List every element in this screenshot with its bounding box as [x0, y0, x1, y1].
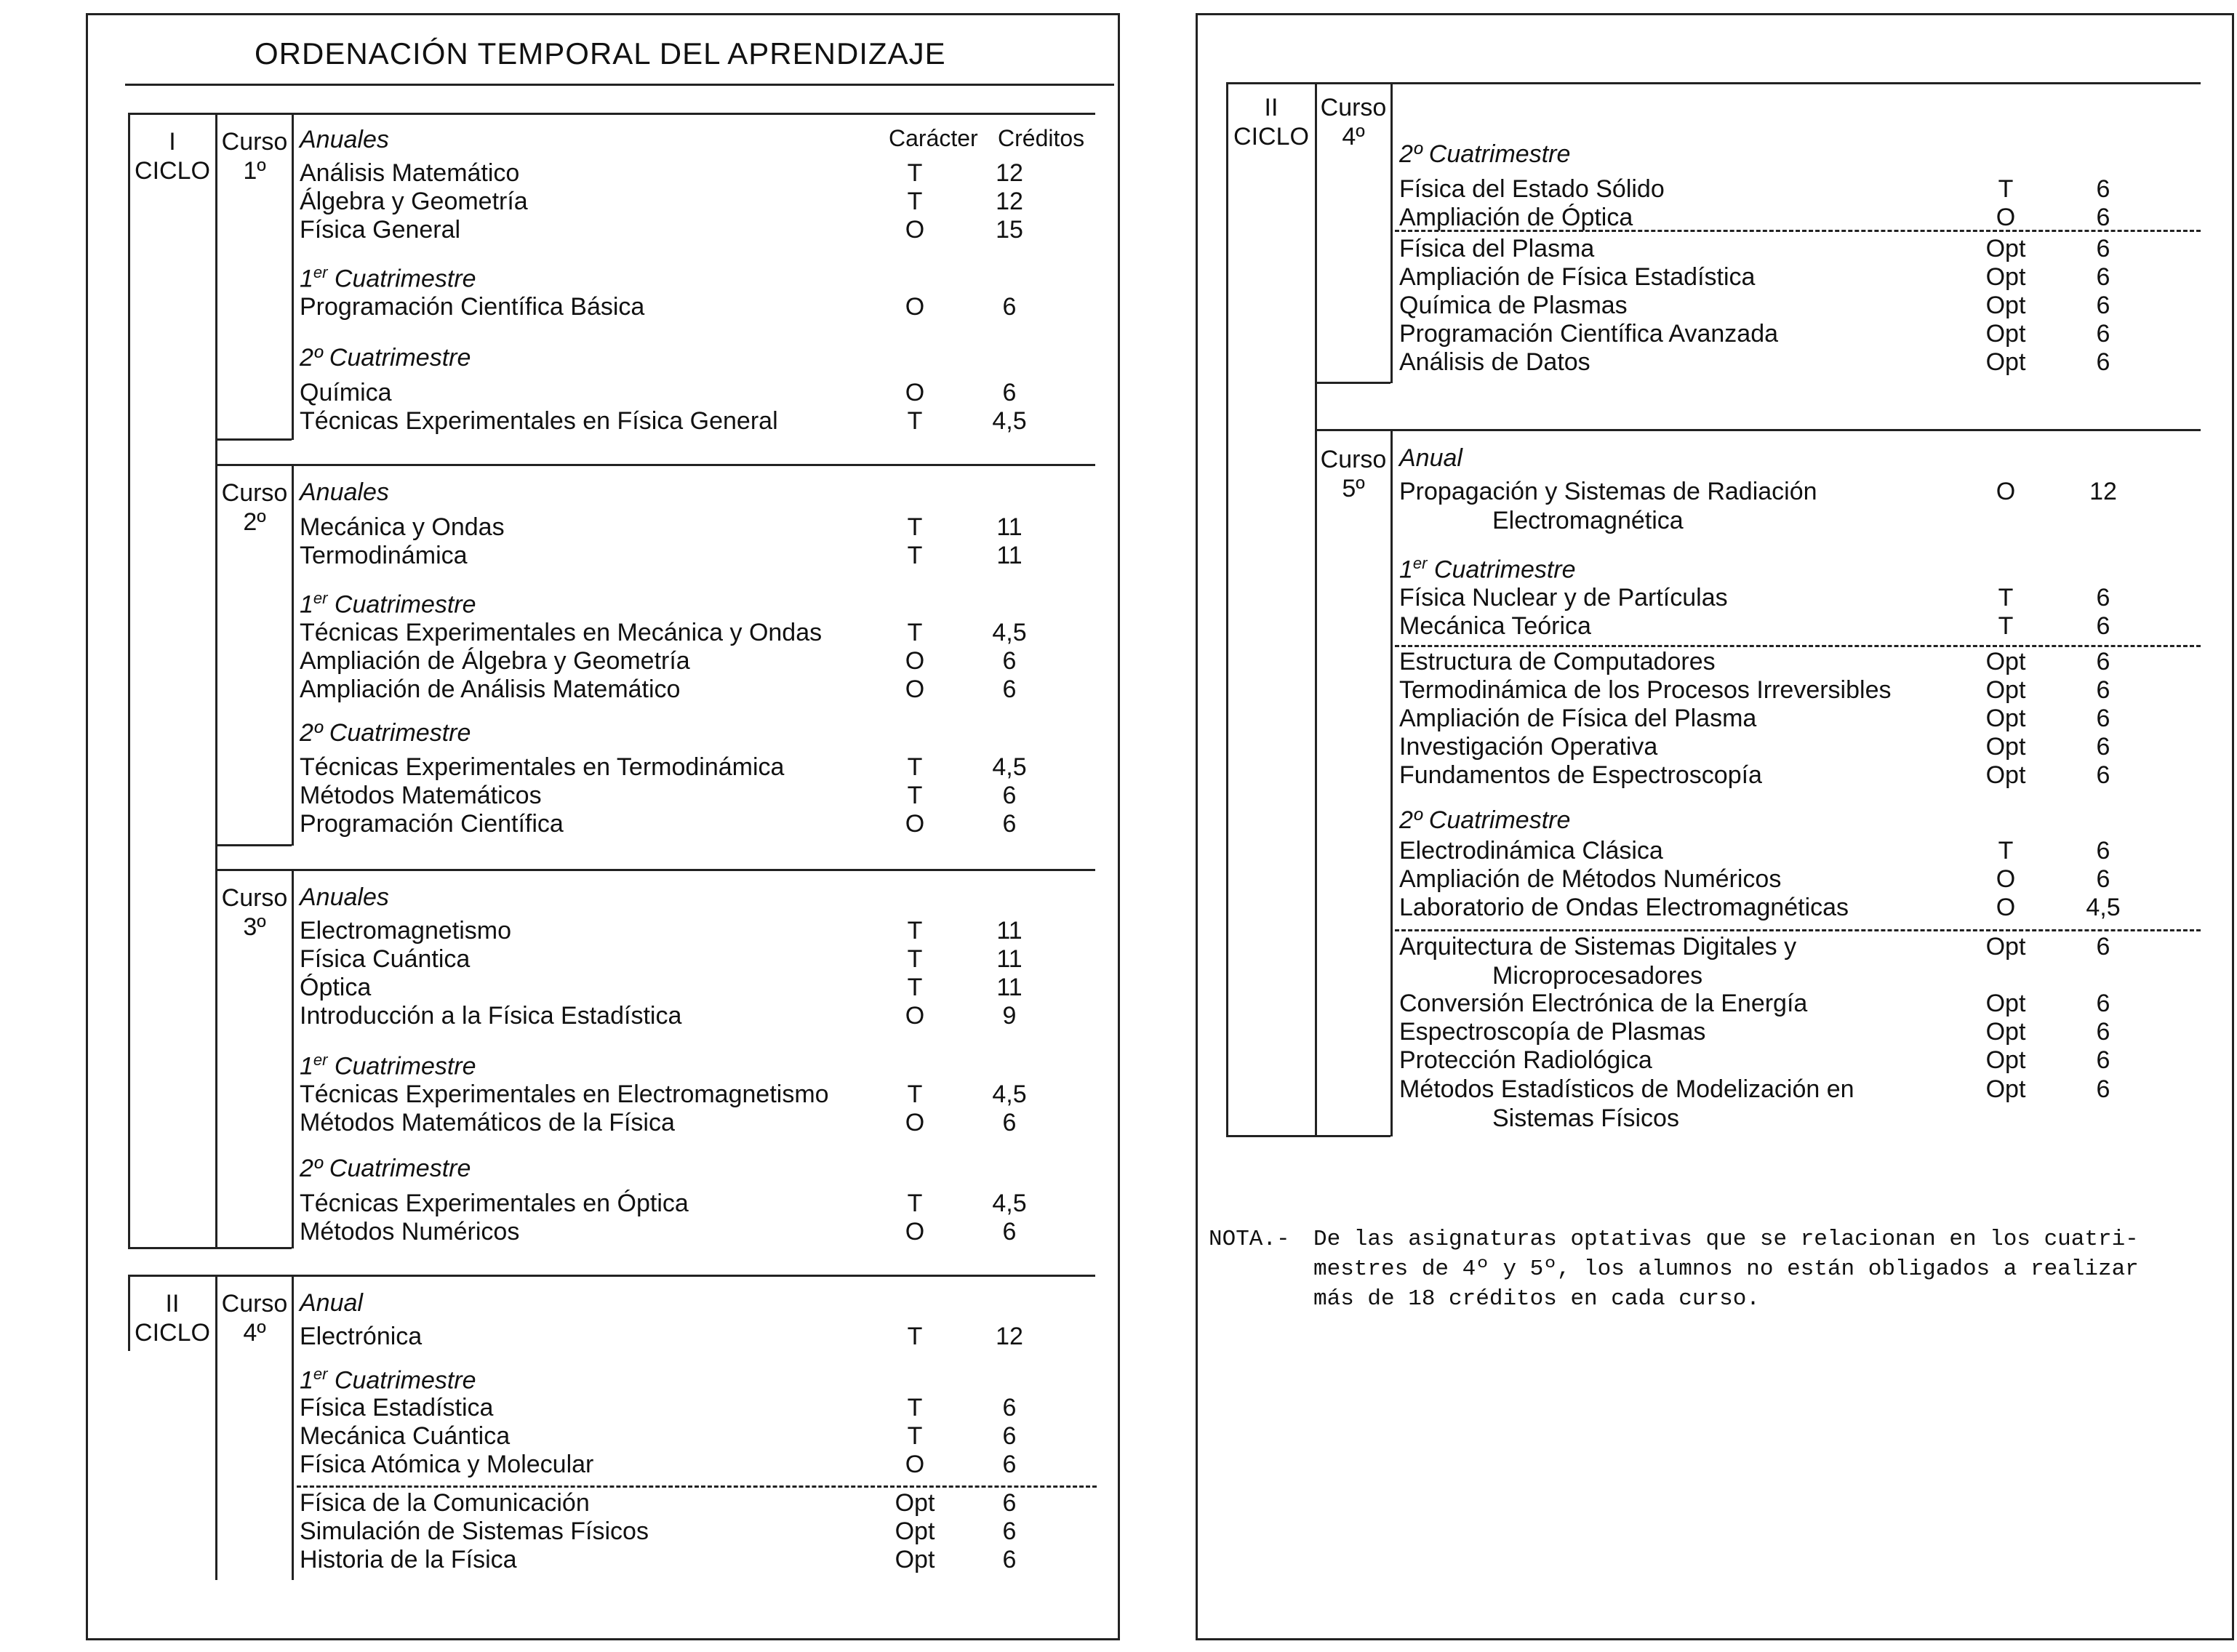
subject-name: Física Estadística: [300, 1394, 494, 1422]
creditos-value: 6: [1002, 1517, 1017, 1545]
ciclo-column-left: [128, 113, 130, 1247]
caracter-value: O: [905, 647, 925, 675]
caracter-value: Opt: [895, 1546, 935, 1573]
curso3-top-rule: [215, 869, 1095, 871]
creditos-value: 6: [2096, 612, 2110, 640]
curso4-label: Curso 4º: [221, 1290, 288, 1347]
subject-name-cont: Electromagnética: [1492, 507, 1684, 534]
subject-name: Física Atómica y Molecular: [300, 1451, 594, 1478]
creditos-value: 6: [1002, 379, 1017, 406]
r-bottom-rule: [1226, 1135, 1390, 1137]
caracter-value: Opt: [895, 1489, 935, 1517]
creditos-value: 4,5: [992, 407, 1027, 435]
caracter-value: O: [1996, 865, 2016, 893]
subject-name: Ampliación de Métodos Numéricos: [1399, 865, 1782, 893]
creditos-value: 4,5: [992, 619, 1027, 646]
creditos-value: 12: [996, 159, 1023, 187]
subject-name: Espectroscopía de Plasmas: [1399, 1018, 1706, 1046]
caracter-value: O: [905, 1451, 925, 1478]
caracter-value: T: [907, 1323, 923, 1350]
caracter-header: Carácter: [889, 125, 978, 151]
subject-name: Propagación y Sistemas de Radiación: [1399, 478, 1817, 505]
ciclo2-top-rule: [128, 1275, 1095, 1277]
creditos-value: 6: [1002, 782, 1017, 809]
caracter-value: Opt: [1985, 705, 2026, 732]
subject-name: Técnicas Experimentales en Termodinámica: [300, 753, 785, 781]
creditos-value: 6: [1002, 293, 1017, 321]
r-optativas-separator-3: [1395, 929, 2201, 931]
r-curso5-top-rule: [1315, 429, 2201, 431]
creditos-value: 6: [1002, 1218, 1017, 1246]
creditos-value: 9: [1002, 1002, 1017, 1030]
section-heading: 1er Cuatrimestre: [300, 1051, 476, 1080]
subject-name: Electrodinámica Clásica: [1399, 837, 1663, 865]
creditos-value: 6: [1002, 810, 1017, 838]
r-curso5-column-right: [1390, 429, 1393, 1136]
subject-name: Programación Científica Básica: [300, 293, 645, 321]
ciclo1-bottom: [128, 1247, 292, 1249]
caracter-value: T: [907, 974, 923, 1001]
caracter-value: T: [907, 753, 923, 781]
creditos-header: Créditos: [998, 125, 1085, 151]
caracter-value: Opt: [1985, 1018, 2026, 1046]
curso3-label: Curso 3º: [221, 884, 288, 941]
caracter-value: T: [907, 1422, 923, 1450]
subject-name: Métodos Matemáticos de la Física: [300, 1109, 675, 1136]
subject-name: Métodos Matemáticos: [300, 782, 542, 809]
caracter-value: T: [1998, 584, 2014, 612]
caracter-value: O: [1996, 478, 2016, 505]
section-heading: 2º Cuatrimestre: [300, 1155, 471, 1182]
subject-name-cont: Microprocesadores: [1492, 962, 1703, 990]
creditos-value: 11: [996, 945, 1023, 973]
subject-name: Física del Plasma: [1399, 235, 1595, 262]
caracter-value: T: [1998, 612, 2014, 640]
subject-name: Introducción a la Física Estadística: [300, 1002, 682, 1030]
section-heading: 2º Cuatrimestre: [300, 719, 471, 747]
subject-name: Simulación de Sistemas Físicos: [300, 1517, 649, 1545]
section-heading: 1er Cuatrimestre: [300, 1365, 476, 1395]
subject-name: Programación Científica: [300, 810, 564, 838]
creditos-value: 6: [1002, 1394, 1017, 1422]
section-heading: 2º Cuatrimestre: [300, 344, 471, 372]
creditos-value: 6: [1002, 1489, 1017, 1517]
subject-name: Métodos Estadísticos de Modelización en: [1399, 1075, 1854, 1103]
subject-name: Física del Estado Sólido: [1399, 175, 1665, 203]
creditos-value: 4,5: [992, 1080, 1027, 1108]
subject-name: Termodinámica: [300, 542, 468, 569]
caracter-value: O: [905, 1218, 925, 1246]
subject-name: Técnicas Experimentales en Mecánica y Ondas: [300, 619, 823, 646]
r-ciclo-left-lower: [1226, 82, 1228, 1136]
subject-name: Conversión Electrónica de la Energía: [1399, 990, 1808, 1017]
subject-name: Investigación Operativa: [1399, 733, 1658, 761]
creditos-value: 6: [1002, 1546, 1017, 1573]
caracter-value: T: [907, 945, 923, 973]
caracter-value: Opt: [1985, 933, 2026, 961]
subject-name-cont: Sistemas Físicos: [1492, 1104, 1679, 1132]
ciclo-ii-label: II CICLO: [135, 1290, 210, 1347]
r-curso4-bottom: [1315, 382, 1390, 384]
r-ciclo-column-right: [1315, 82, 1317, 1136]
nota-text: De las asignaturas optativas que se relacionan en los cuatri- mestres de 4º y 5º, los alumnos no están obligados a realizar más de 18 créditos en cada curso.: [1313, 1227, 2139, 1312]
creditos-value: 6: [2096, 320, 2110, 348]
caracter-value: O: [905, 293, 925, 321]
creditos-value: 6: [1002, 647, 1017, 675]
page-title: ORDENACIÓN TEMPORAL DEL APRENDIZAJE: [255, 36, 946, 71]
creditos-value: 6: [2096, 292, 2110, 319]
section-heading: 2º Cuatrimestre: [1399, 806, 1571, 834]
creditos-value: 11: [996, 513, 1023, 541]
creditos-value: 6: [1002, 1451, 1017, 1478]
caracter-value: T: [907, 542, 923, 569]
caracter-value: O: [905, 1109, 925, 1136]
subject-name: Arquitectura de Sistemas Digitales y: [1399, 933, 1797, 961]
creditos-value: 6: [1002, 1422, 1017, 1450]
subject-name: Métodos Numéricos: [300, 1218, 520, 1246]
caracter-value: T: [907, 782, 923, 809]
section-heading: 1er Cuatrimestre: [300, 589, 476, 619]
caracter-value: T: [907, 1190, 923, 1217]
caracter-value: T: [1998, 175, 2014, 203]
section-heading: 2º Cuatrimestre: [1399, 140, 1571, 168]
subject-name: Laboratorio de Ondas Electromagnéticas: [1399, 894, 1849, 921]
table-top-rule: [128, 113, 1095, 115]
caracter-value: T: [907, 407, 923, 435]
subject-name: Ampliación de Física del Plasma: [1399, 705, 1757, 732]
caracter-value: O: [905, 216, 925, 244]
creditos-value: 6: [2096, 204, 2110, 231]
curso1-label: Curso 1º: [221, 128, 288, 185]
subject-name: Programación Científica Avanzada: [1399, 320, 1779, 348]
caracter-value: T: [907, 1080, 923, 1108]
caracter-value: Opt: [1985, 648, 2026, 675]
caracter-value: T: [907, 619, 923, 646]
subject-name: Estructura de Computadores: [1399, 648, 1716, 675]
caracter-value: Opt: [1985, 263, 2026, 291]
creditos-value: 11: [996, 974, 1023, 1001]
subject-name: Óptica: [300, 974, 372, 1001]
r-ciclo-ii-label: II CICLO: [1233, 94, 1309, 151]
caracter-value: Opt: [1985, 235, 2026, 262]
subject-name: Álgebra y Geometría: [300, 188, 528, 215]
caracter-value: Opt: [1985, 676, 2026, 704]
creditos-value: 12: [996, 188, 1023, 215]
creditos-value: 6: [2096, 990, 2110, 1017]
subject-name: Mecánica Cuántica: [300, 1422, 511, 1450]
creditos-value: 6: [2096, 1046, 2110, 1074]
subject-name: Ampliación de Álgebra y Geometría: [300, 647, 690, 675]
subject-name: Fundamentos de Espectroscopía: [1399, 761, 1762, 789]
subject-name: Ampliación de Óptica: [1399, 204, 1633, 231]
creditos-value: 6: [2096, 933, 2110, 961]
caracter-value: O: [1996, 204, 2016, 231]
right-top-rule: [1226, 82, 2201, 84]
creditos-value: 6: [1002, 675, 1017, 703]
creditos-value: 6: [2096, 263, 2110, 291]
optativas-separator: [297, 1485, 1097, 1488]
subject-name: Protección Radiológica: [1399, 1046, 1652, 1074]
creditos-value: 6: [2096, 235, 2110, 262]
subject-name: Ampliación de Análisis Matemático: [300, 675, 681, 703]
creditos-value: 6: [2096, 676, 2110, 704]
caracter-value: O: [905, 675, 925, 703]
creditos-value: 6: [2096, 761, 2110, 789]
curso2-bottom: [215, 844, 292, 846]
r-curso4-label: Curso 4º: [1320, 94, 1387, 151]
subject-name: Técnicas Experimentales en Óptica: [300, 1190, 689, 1217]
curso1-bottom: [215, 438, 292, 441]
creditos-value: 15: [996, 216, 1023, 244]
caracter-value: Opt: [1985, 320, 2026, 348]
creditos-value: 4,5: [992, 753, 1027, 781]
creditos-value: 6: [2096, 175, 2110, 203]
section-heading: Anual: [1399, 444, 1462, 472]
creditos-value: 11: [996, 917, 1023, 945]
r-curso4-column-right: [1390, 82, 1393, 383]
creditos-value: 11: [996, 542, 1023, 569]
creditos-value: 6: [2096, 705, 2110, 732]
section-heading: Anual: [300, 1289, 363, 1317]
caracter-value: T: [1998, 837, 2014, 865]
creditos-value: 6: [2096, 865, 2110, 893]
creditos-value: 6: [2096, 1018, 2110, 1046]
subject-name: Historia de la Física: [300, 1546, 517, 1573]
caracter-value: Opt: [1985, 1075, 2026, 1103]
section-heading: Anuales: [300, 883, 389, 911]
r-curso5-label: Curso 5º: [1320, 446, 1387, 502]
curso2-label: Curso 2º: [221, 479, 288, 536]
ciclo-i-label: I CICLO: [135, 128, 210, 185]
subject-name: Técnicas Experimentales en Electromagnetismo: [300, 1080, 829, 1108]
caracter-value: Opt: [1985, 733, 2026, 761]
section-heading: Anuales: [300, 478, 389, 506]
subject-name: Química de Plasmas: [1399, 292, 1628, 319]
subject-name: Ampliación de Física Estadística: [1399, 263, 1756, 291]
caracter-value: O: [905, 379, 925, 406]
creditos-value: 6: [2096, 1075, 2110, 1103]
caracter-value: T: [907, 1394, 923, 1422]
caracter-value: O: [1996, 894, 2016, 921]
ciclo2-left: [128, 1275, 130, 1351]
caracter-value: T: [907, 513, 923, 541]
caracter-value: O: [905, 1002, 925, 1030]
subject-name: Mecánica Teórica: [1399, 612, 1591, 640]
creditos-value: 6: [2096, 584, 2110, 612]
caracter-value: Opt: [1985, 1046, 2026, 1074]
subject-name: Física de la Comunicación: [300, 1489, 590, 1517]
caracter-value: Opt: [1985, 292, 2026, 319]
caracter-value: T: [907, 159, 923, 187]
curso2-top-rule: [215, 464, 1095, 466]
caracter-value: Opt: [1985, 348, 2026, 376]
subject-name: Análisis de Datos: [1399, 348, 1590, 376]
title-underline: [125, 84, 1114, 86]
nota-label: NOTA.-: [1209, 1227, 1290, 1252]
subject-name: Electrónica: [300, 1323, 423, 1350]
caracter-value: Opt: [1985, 761, 2026, 789]
creditos-value: 6: [2096, 348, 2110, 376]
creditos-value: 12: [2089, 478, 2117, 505]
creditos-value: 6: [2096, 733, 2110, 761]
creditos-value: 4,5: [992, 1190, 1027, 1217]
creditos-value: 12: [996, 1323, 1023, 1350]
caracter-value: Opt: [1985, 990, 2026, 1017]
creditos-value: 6: [2096, 837, 2110, 865]
subject-name: Técnicas Experimentales en Física General: [300, 407, 778, 435]
caracter-value: O: [905, 810, 925, 838]
subject-name: Termodinámica de los Procesos Irreversibles: [1399, 676, 1892, 704]
creditos-value: 4,5: [2086, 894, 2121, 921]
creditos-value: 6: [1002, 1109, 1017, 1136]
left-page: [86, 13, 1120, 1640]
subject-name: Física Cuántica: [300, 945, 471, 973]
subject-name: Física General: [300, 216, 461, 244]
section-heading: 1er Cuatrimestre: [1399, 554, 1576, 584]
subject-name: Mecánica y Ondas: [300, 513, 505, 541]
subject-name: Análisis Matemático: [300, 159, 520, 187]
creditos-value: 6: [2096, 648, 2110, 675]
caracter-value: Opt: [895, 1517, 935, 1545]
subject-name: Electromagnetismo: [300, 917, 512, 945]
subject-name: Física Nuclear y de Partículas: [1399, 584, 1728, 612]
section-heading: Anuales: [300, 126, 389, 153]
caracter-value: T: [907, 917, 923, 945]
section-heading: 1er Cuatrimestre: [300, 263, 476, 293]
subject-name: Química: [300, 379, 392, 406]
ciclo-column-right: [215, 113, 217, 1247]
caracter-value: T: [907, 188, 923, 215]
